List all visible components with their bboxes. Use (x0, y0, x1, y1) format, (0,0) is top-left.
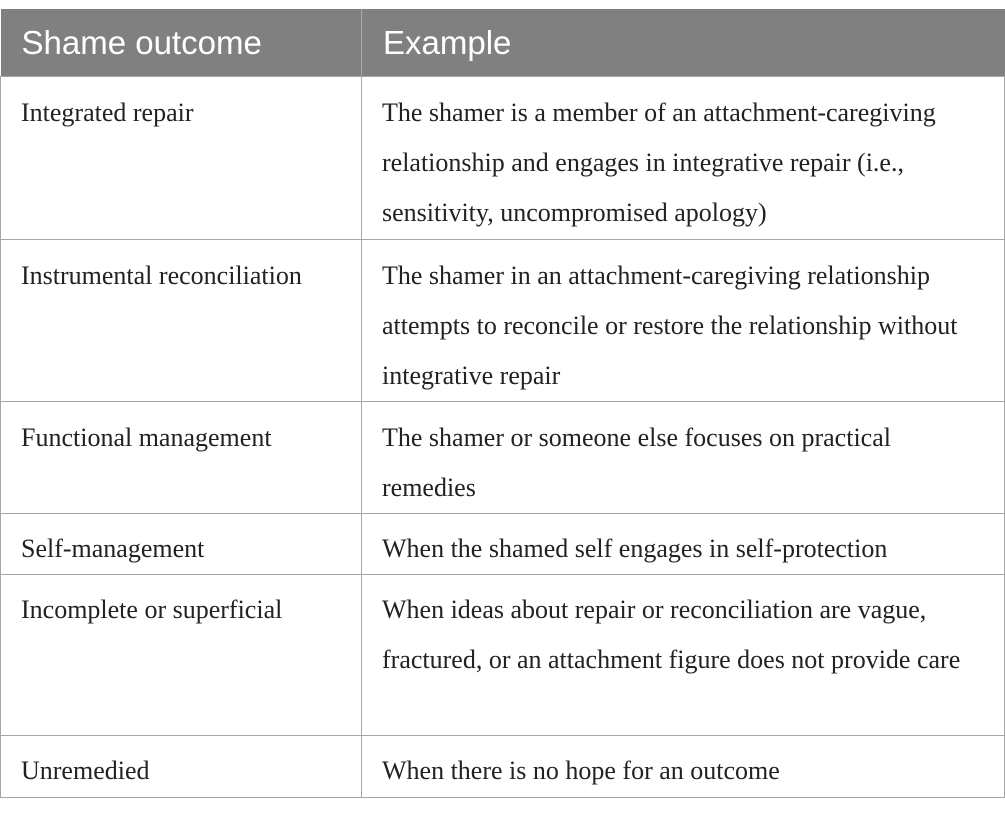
outcome-cell: Integrated repair (1, 77, 362, 240)
outcome-cell: Incomplete or superficial (1, 575, 362, 736)
table-row (1, 77, 1005, 240)
example-cell: The shamer or someone else focuses on practical remedies (362, 402, 1005, 514)
shame-outcome-table (0, 9, 1005, 798)
outcome-cell: Self-management (1, 514, 362, 575)
table-row (1, 736, 1005, 798)
column-header-example: Example (362, 9, 1005, 77)
table-row (1, 240, 1005, 402)
table-row (1, 575, 1005, 736)
outcome-cell: Instrumental reconciliation (1, 240, 362, 402)
table-row (1, 402, 1005, 514)
table-header-row (1, 9, 1005, 77)
example-cell: When the shamed self engages in self-protection (362, 514, 1005, 575)
column-header-shame-outcome: Shame outcome (1, 9, 362, 77)
outcome-cell: Unremedied (1, 736, 362, 798)
table-row (1, 514, 1005, 575)
example-cell: The shamer in an attachment-caregiving relationship attempts to reconcile or restore the relationship without integrative repair (362, 240, 1005, 402)
example-cell: When there is no hope for an outcome (362, 736, 1005, 798)
example-cell: The shamer is a member of an attachment-caregiving relationship and engages in integrative repair (i.e., sensitivity, uncompromised apology) (362, 77, 1005, 240)
outcome-cell: Functional management (1, 402, 362, 514)
example-cell: When ideas about repair or reconciliation are vague, fractured, or an attachment figure does not provide care (362, 575, 1005, 736)
